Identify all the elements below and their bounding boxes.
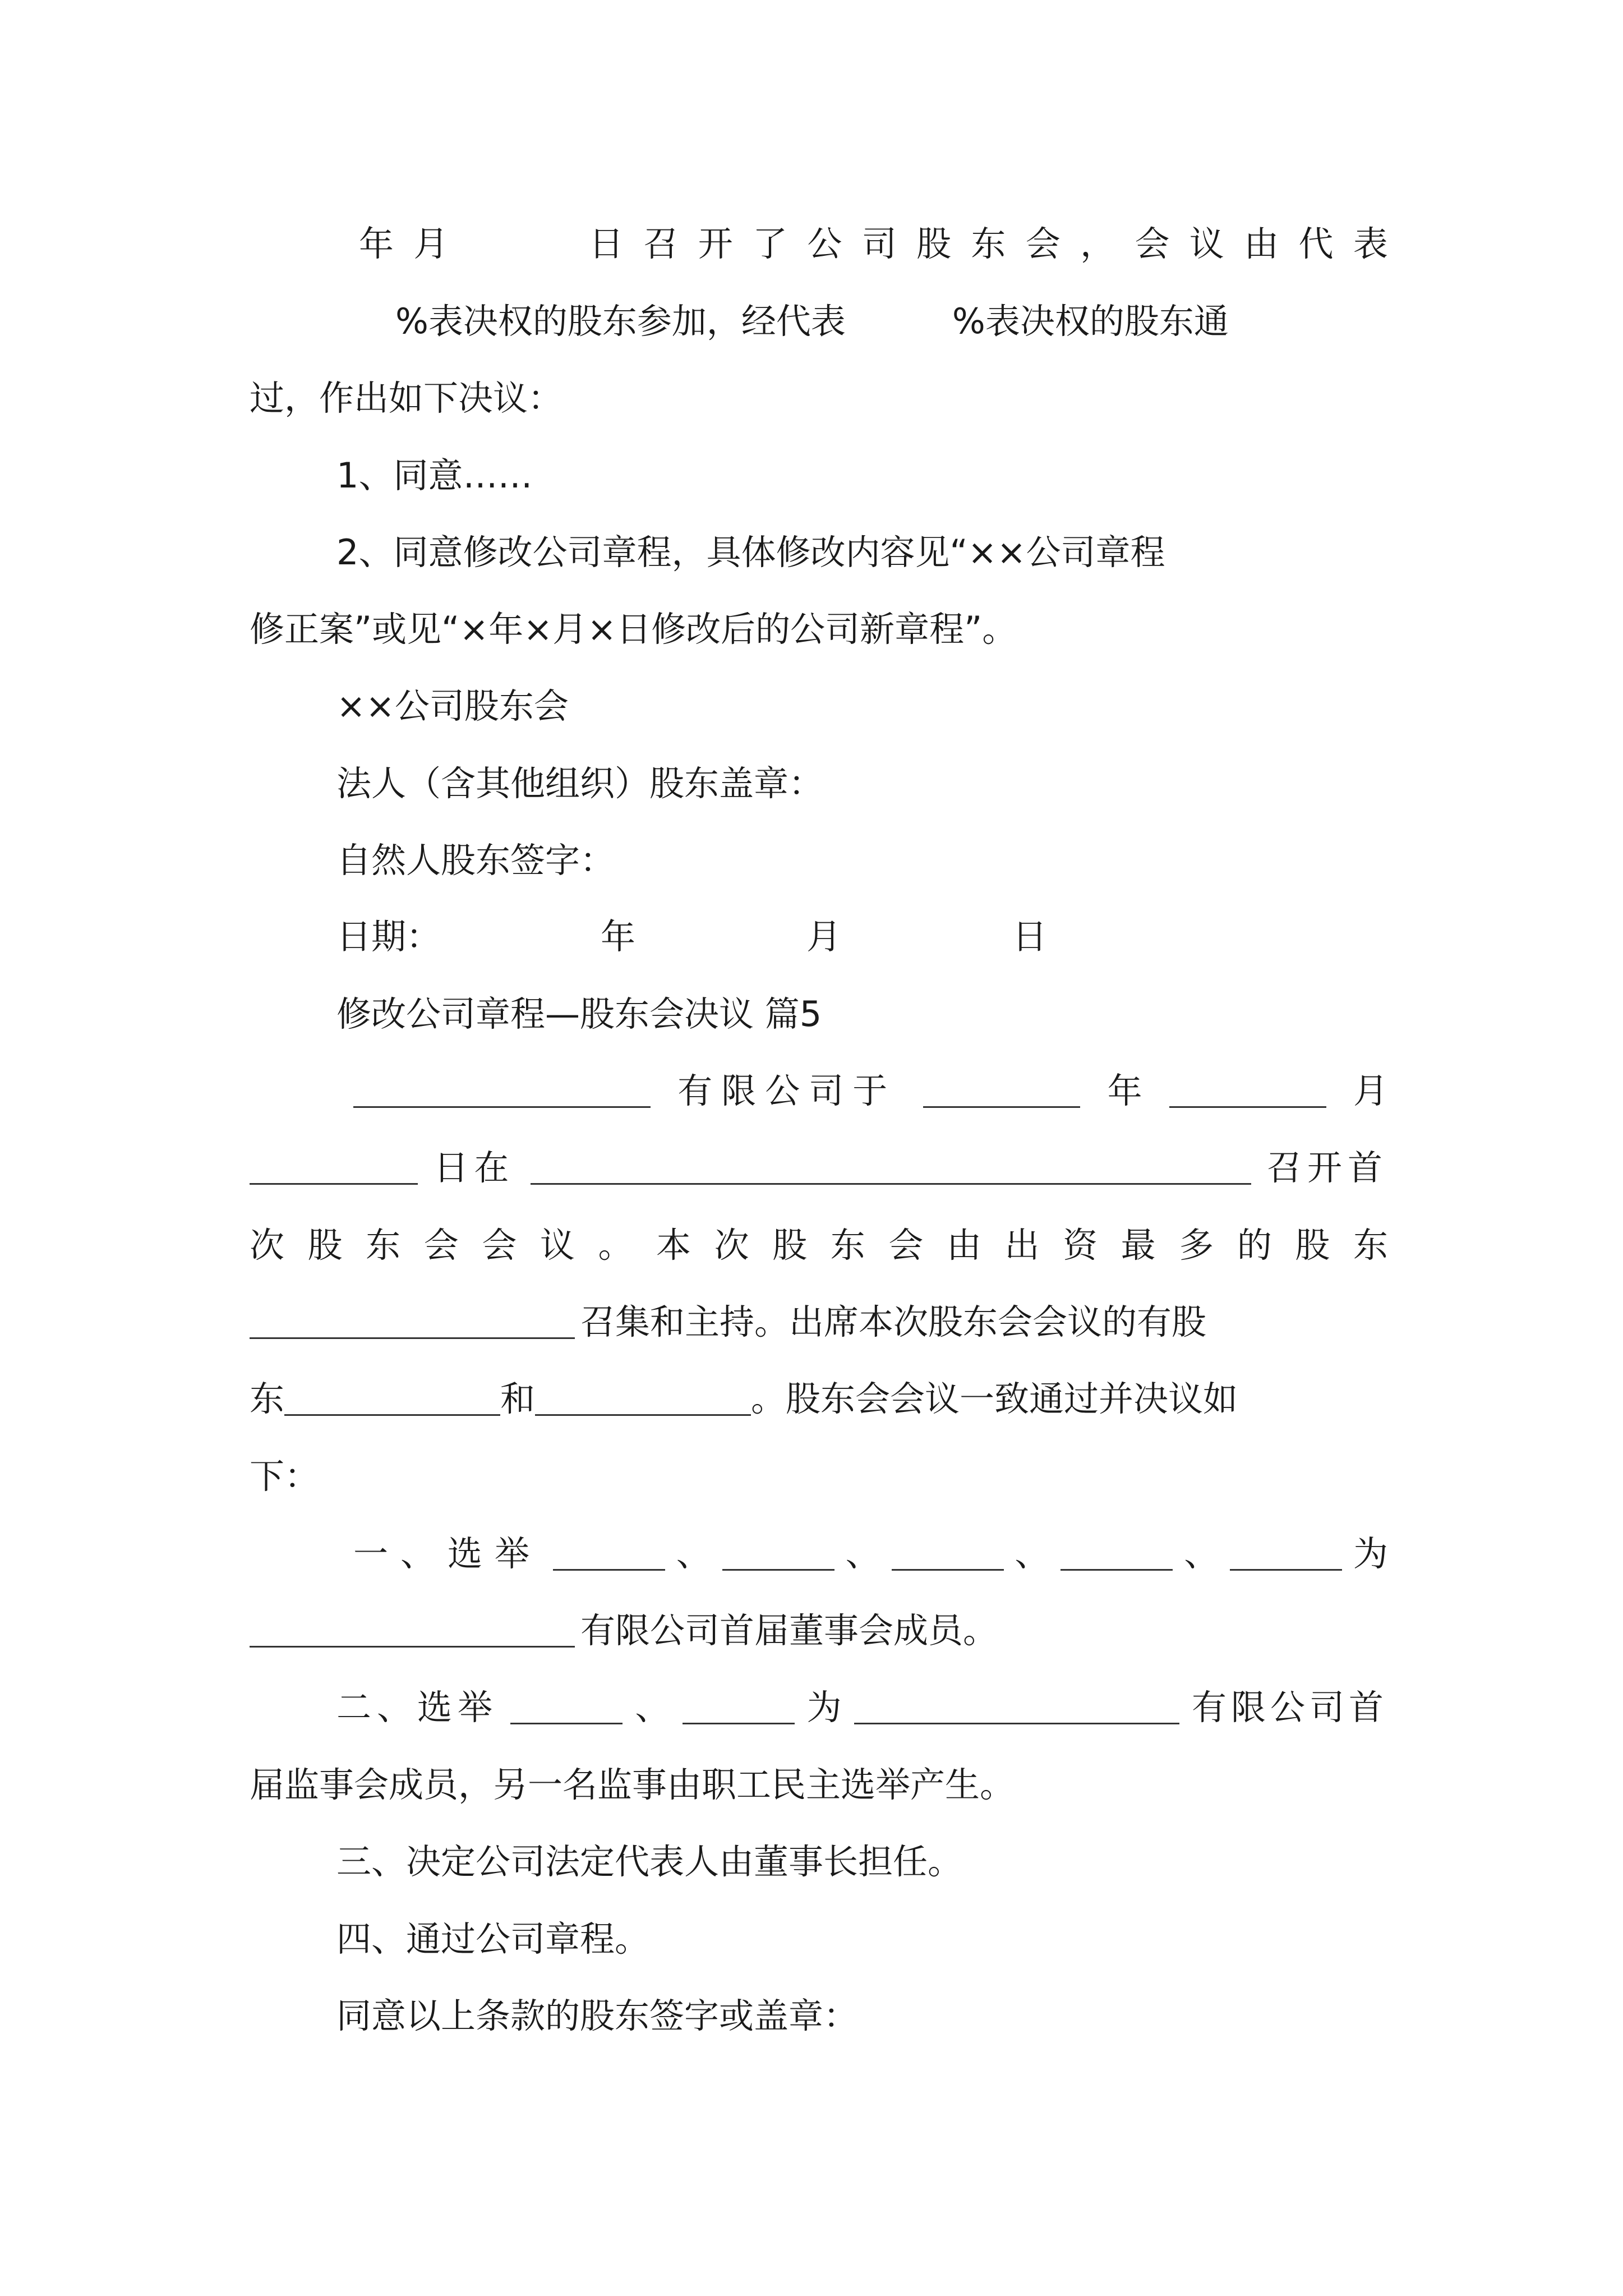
separator: 、 bbox=[1184, 1533, 1219, 1574]
char: 会 bbox=[423, 1225, 459, 1266]
char: 会 bbox=[482, 1225, 517, 1266]
blank-supervisor-1 bbox=[510, 1691, 623, 1724]
line-8: 法人（含其他组织）股东盖章： bbox=[336, 763, 824, 804]
blank-location bbox=[531, 1152, 1251, 1185]
blank-company-supervisors bbox=[854, 1691, 1179, 1724]
char: 东 bbox=[1353, 1225, 1388, 1266]
char: 议 bbox=[1189, 223, 1224, 264]
char: 股 bbox=[307, 1225, 343, 1266]
line-7: ××公司股东会 bbox=[336, 685, 569, 726]
elect-text: 一、选举 bbox=[353, 1533, 542, 1574]
char: 。 bbox=[598, 1225, 633, 1266]
month-word: 月 bbox=[413, 223, 449, 264]
date-day: 日 bbox=[1012, 916, 1048, 957]
for-char: 为 bbox=[1353, 1533, 1388, 1574]
line-23: 四、通过公司章程。 bbox=[336, 1918, 650, 1959]
separator: 、 bbox=[676, 1533, 711, 1574]
separator: 、 bbox=[635, 1687, 670, 1728]
blank-director-1 bbox=[553, 1538, 665, 1571]
char: 次 bbox=[250, 1225, 285, 1266]
date-label: 日期： bbox=[336, 916, 441, 957]
line-14 bbox=[250, 1223, 1388, 1268]
char: 出 bbox=[1004, 1225, 1040, 1266]
char: 由 bbox=[946, 1225, 981, 1266]
line-13 bbox=[250, 1145, 1388, 1190]
char: 司 bbox=[861, 223, 897, 264]
char: 东 bbox=[830, 1225, 865, 1266]
year-word: 年 bbox=[359, 223, 394, 264]
char: 日 bbox=[589, 223, 624, 264]
line-19 bbox=[250, 1608, 1388, 1653]
char: 召 bbox=[643, 223, 679, 264]
blank-supervisor-2 bbox=[683, 1691, 795, 1724]
blank-year bbox=[923, 1075, 1080, 1108]
line-10-date bbox=[336, 914, 1475, 959]
char: 开 bbox=[698, 223, 733, 264]
separator: 、 bbox=[1015, 1533, 1050, 1574]
blank-director-2 bbox=[722, 1538, 834, 1571]
blank-director-5 bbox=[1230, 1538, 1342, 1571]
char: 由 bbox=[1244, 223, 1279, 264]
section-heading: 修改公司章程—股东会决议 篇5 bbox=[336, 993, 822, 1034]
for-char: 为 bbox=[806, 1687, 842, 1728]
convene-host-text: 召集和主持。出席本次股东会会议的有股 bbox=[580, 1301, 1207, 1342]
board-text: 有限公司首届董事会成员。 bbox=[580, 1610, 998, 1651]
char: 公 bbox=[807, 223, 842, 264]
char: 资 bbox=[1063, 1225, 1098, 1266]
elect-text: 二、选举 bbox=[336, 1687, 499, 1728]
vote-percent-attend: %表决权的股东参加，经代表 bbox=[395, 301, 846, 342]
blank-director-4 bbox=[1061, 1538, 1173, 1571]
line-17: 下： bbox=[250, 1456, 320, 1497]
char: 代 bbox=[1298, 223, 1334, 264]
resolution-text: 。股东会会议一致通过并决议如 bbox=[751, 1378, 1238, 1419]
line-2 bbox=[395, 299, 1388, 344]
company-text: 有限公司于 bbox=[677, 1070, 897, 1111]
line-12 bbox=[353, 1069, 1388, 1114]
line-5: 2、同意修改公司章程，具体修改内容见“××公司章程 bbox=[336, 532, 1165, 573]
shareholder-char: 东 bbox=[250, 1378, 285, 1419]
char: 会 bbox=[1135, 223, 1170, 264]
char: 了 bbox=[753, 223, 788, 264]
blank-shareholder-1 bbox=[284, 1383, 500, 1416]
day-at-text: 日在 bbox=[434, 1147, 515, 1188]
vote-percent-pass: %表决权的股东通 bbox=[952, 301, 1229, 342]
blank-director-3 bbox=[892, 1538, 1004, 1571]
blank-day bbox=[250, 1152, 418, 1185]
line-1 bbox=[359, 222, 1388, 266]
blank-company-name bbox=[353, 1075, 651, 1108]
blank-month bbox=[1169, 1075, 1326, 1108]
line-20 bbox=[336, 1685, 1388, 1730]
char: ， bbox=[1080, 223, 1115, 264]
and-char: 和 bbox=[500, 1378, 536, 1419]
company-tail-text: 有限公司首 bbox=[1191, 1687, 1388, 1728]
line-24: 同意以上条款的股东签字或盖章： bbox=[336, 1995, 859, 2036]
line-18 bbox=[353, 1531, 1388, 1576]
line-16 bbox=[250, 1377, 1388, 1421]
line-15 bbox=[250, 1300, 1388, 1345]
char: 多 bbox=[1179, 1225, 1214, 1266]
line-3: 过，作出如下决议： bbox=[250, 378, 563, 418]
char: 最 bbox=[1121, 1225, 1156, 1266]
char: 东 bbox=[971, 223, 1006, 264]
char: 股 bbox=[772, 1225, 808, 1266]
blank-company-board bbox=[250, 1614, 575, 1648]
year-word: 年 bbox=[1107, 1070, 1142, 1111]
line-22: 三、决定公司法定代表人由董事长担任。 bbox=[336, 1841, 963, 1882]
line-21: 届监事会成员，另一名监事由职工民主选举产生。 bbox=[250, 1764, 1015, 1805]
char: 次 bbox=[714, 1225, 749, 1266]
char: 议 bbox=[540, 1225, 575, 1266]
line-9: 自然人股东签字： bbox=[336, 840, 615, 881]
date-year: 年 bbox=[601, 916, 636, 957]
char: 东 bbox=[366, 1225, 401, 1266]
separator: 、 bbox=[845, 1533, 880, 1574]
char: 股 bbox=[1295, 1225, 1330, 1266]
char: 会 bbox=[888, 1225, 924, 1266]
char: 的 bbox=[1237, 1225, 1272, 1266]
line-6: 修正案”或见“×年×月×日修改后的公司新章程”。 bbox=[250, 609, 1017, 650]
char: 表 bbox=[1353, 223, 1388, 264]
blank-shareholder-2 bbox=[535, 1383, 751, 1416]
char: 会 bbox=[1025, 223, 1061, 264]
line-4: 1、同意…… bbox=[336, 455, 533, 496]
char: 本 bbox=[656, 1225, 691, 1266]
date-month: 月 bbox=[806, 916, 842, 957]
blank-convener bbox=[250, 1306, 575, 1339]
month-word: 月 bbox=[1353, 1070, 1388, 1111]
char: 股 bbox=[916, 223, 952, 264]
convene-text: 召开首 bbox=[1266, 1147, 1388, 1188]
